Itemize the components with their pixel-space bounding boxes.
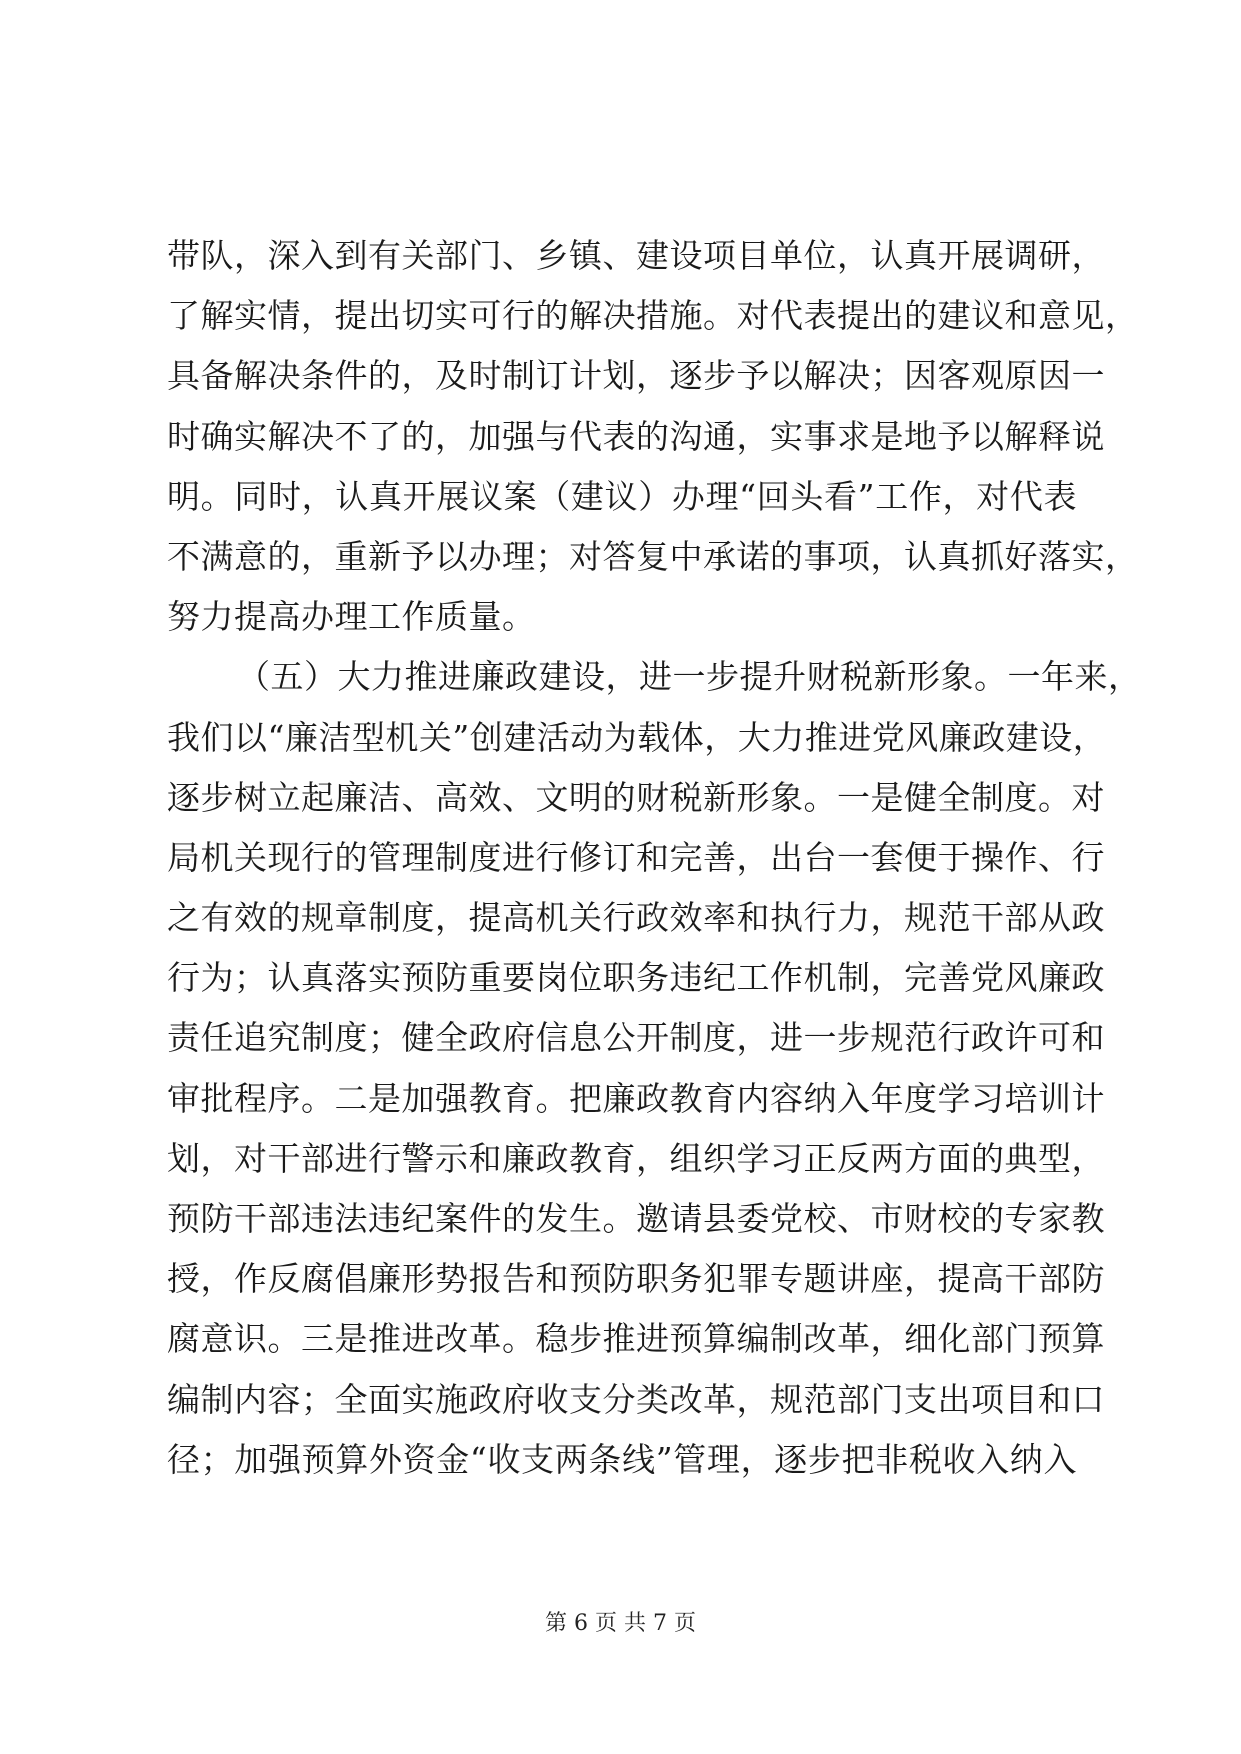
text-line: 努力提高办理工作质量。 bbox=[167, 597, 536, 637]
page-number-footer: 第 6 页 共 7 页 bbox=[545, 1611, 696, 1636]
text-line: 划，对干部进行警示和廉政教育，组织学习正反两方面的典型， bbox=[167, 1138, 1105, 1178]
text-line: 预防干部违法违纪案件的发生。邀请县委党校、市财校的专家教 bbox=[167, 1199, 1105, 1238]
text-line: 时确实解决不了的，加强与代表的沟通，实事求是地予以解释说 bbox=[167, 416, 1105, 456]
text-line: 不满意的，重新予以办理；对答复中承诺的事项，认真抓好落实， bbox=[167, 536, 1139, 576]
text-line: 明。同时，认真开展议案（建议）办理“回头看”工作，对代表 bbox=[167, 476, 1077, 516]
text-line: 带队，深入到有关部门、乡镇、建设项目单位，认真开展调研， bbox=[167, 236, 1105, 275]
text-line: 之有效的规章制度，提高机关行政效率和执行力，规范干部从政 bbox=[167, 898, 1105, 938]
text-line: 局机关现行的管理制度进行修订和完善，出台一套便于操作、行 bbox=[167, 837, 1105, 877]
text-line: 编制内容；全面实施政府收支分类改革，规范部门支出项目和口 bbox=[167, 1379, 1105, 1419]
text-line: 授，作反腐倡廉形势报告和预防职务犯罪专题讲座，提高干部防 bbox=[167, 1259, 1105, 1299]
body-text bbox=[167, 226, 1142, 1490]
text-line: 了解实情，提出切实可行的解决措施。对代表提出的建议和意见， bbox=[167, 296, 1139, 336]
text-line: 我们以“廉洁型机关”创建活动为载体，大力推进党风廉政建设， bbox=[167, 717, 1107, 757]
text-line: 审批程序。二是加强教育。把廉政教育内容纳入年度学习培训计 bbox=[167, 1078, 1105, 1118]
text-line-paragraph-start: （五）大力推进廉政建设，进一步提升财税新形象。一年来， bbox=[237, 657, 1142, 697]
text-line: 具备解决条件的，及时制订计划，逐步予以解决；因客观原因一 bbox=[167, 356, 1105, 396]
text-line: 行为；认真落实预防重要岗位职务违纪工作机制，完善党风廉政 bbox=[167, 958, 1105, 998]
text-line: 逐步树立起廉洁、高效、文明的财税新形象。一是健全制度。对 bbox=[167, 777, 1105, 817]
text-line: 责任追究制度；健全政府信息公开制度，进一步规范行政许可和 bbox=[167, 1018, 1105, 1058]
text-line: 径；加强预算外资金“收支两条线”管理，逐步把非税收入纳入 bbox=[167, 1439, 1077, 1479]
text-line: 腐意识。三是推进改革。稳步推进预算编制改革，细化部门预算 bbox=[167, 1319, 1105, 1359]
